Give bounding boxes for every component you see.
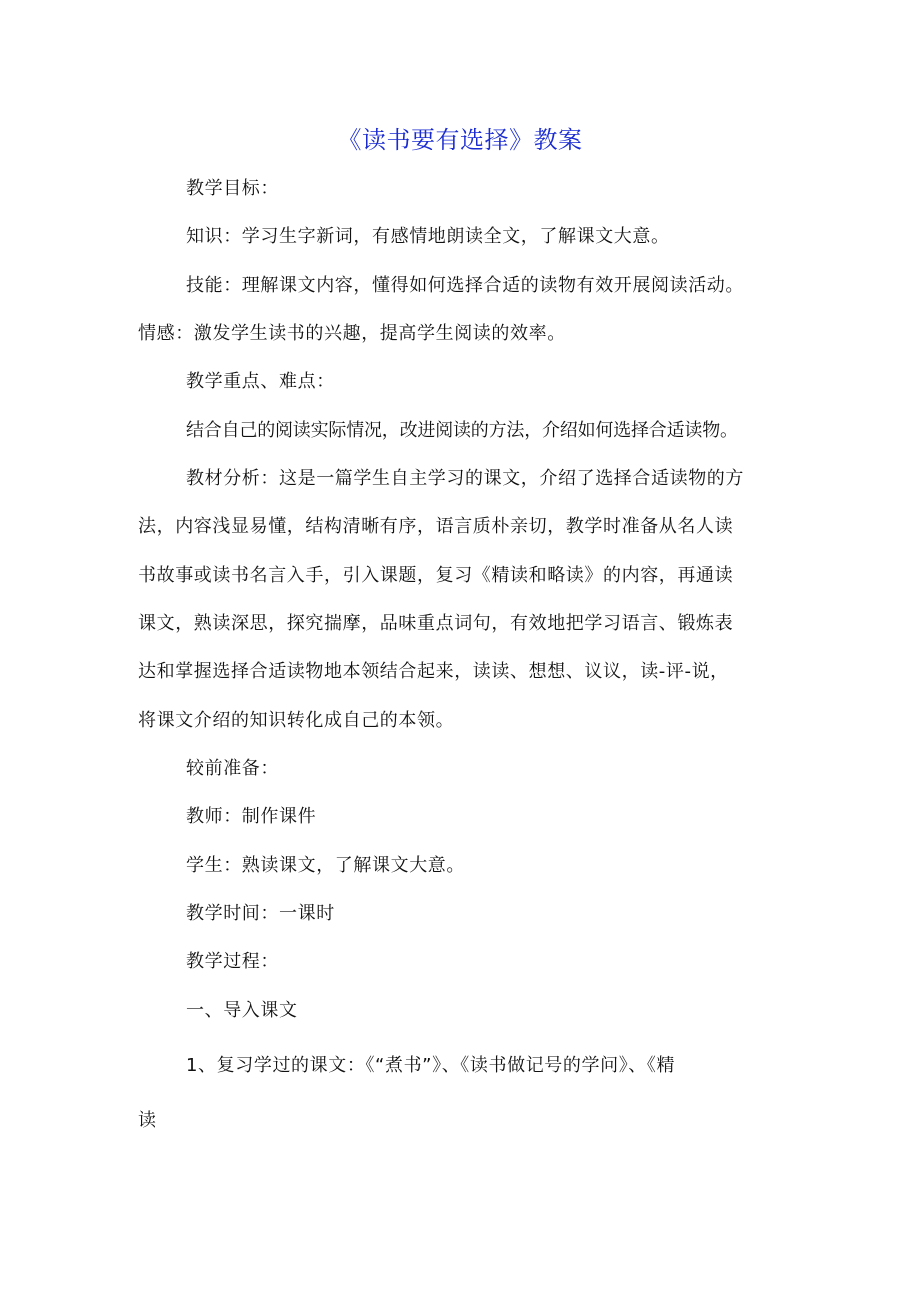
text-line-key-points-content: 结合自己的阅读实际情况，改进阅读的方法，介绍如何选择合适读物。 (186, 420, 738, 441)
text-line-material-analysis-3: 书故事或读书名言入手，引入课题，复习《精读和略读》的内容，再通读 (138, 565, 734, 586)
text-line-teaching-process-heading: 教学过程： (186, 951, 279, 972)
text-line-material-analysis-5: 达和掌握选择合适读物地本领结合起来，读读、想想、议议，读-评-说， (138, 661, 729, 682)
text-line-material-analysis-6: 将课文介绍的知识转化成自己的本领。 (138, 710, 455, 731)
text-line-key-points-heading: 教学重点、难点： (186, 371, 335, 392)
text-line-review-step: 1、复习学过的课文：《“煮书”》、《读书做记号的学问》、《精 (186, 1055, 676, 1076)
text-line-teacher-preparation: 教师：制作课件 (186, 806, 317, 827)
text-line-skill-goal: 技能：理解课文内容，懂得如何选择合适的读物有效开展阅读活动。 (186, 275, 744, 296)
text-line-knowledge-goal: 知识：学习生字新词，有感情地朗读全文，了解课文大意。 (186, 226, 670, 247)
text-line-teaching-goals-heading: 教学目标： (186, 178, 279, 199)
text-line-emotion-goal: 情感：激发学生读书的兴趣，提高学生阅读的效率。 (138, 323, 566, 344)
document-title: 《读书要有选择》教案 (337, 126, 583, 154)
text-line-material-analysis-4: 课文，熟读深思，探究揣摩，品味重点词句，有效地把学习语言、锻炼表 (138, 613, 734, 634)
text-line-section-one-heading: 一、导入课文 (186, 1000, 298, 1021)
text-line-preparation-heading: 较前准备： (186, 758, 279, 779)
text-line-material-analysis-2: 法，内容浅显易懂，结构清晰有序，语言质朴亲切，教学时准备从名人读 (138, 516, 734, 537)
text-line-teaching-time: 教学时间：一课时 (186, 903, 335, 924)
text-line-review-step-continued: 读 (138, 1110, 157, 1131)
text-line-material-analysis-1: 教材分析：这是一篇学生自主学习的课文，介绍了选择合适读物的方 (186, 468, 744, 489)
text-line-student-preparation: 学生：熟读课文，了解课文大意。 (186, 855, 465, 876)
